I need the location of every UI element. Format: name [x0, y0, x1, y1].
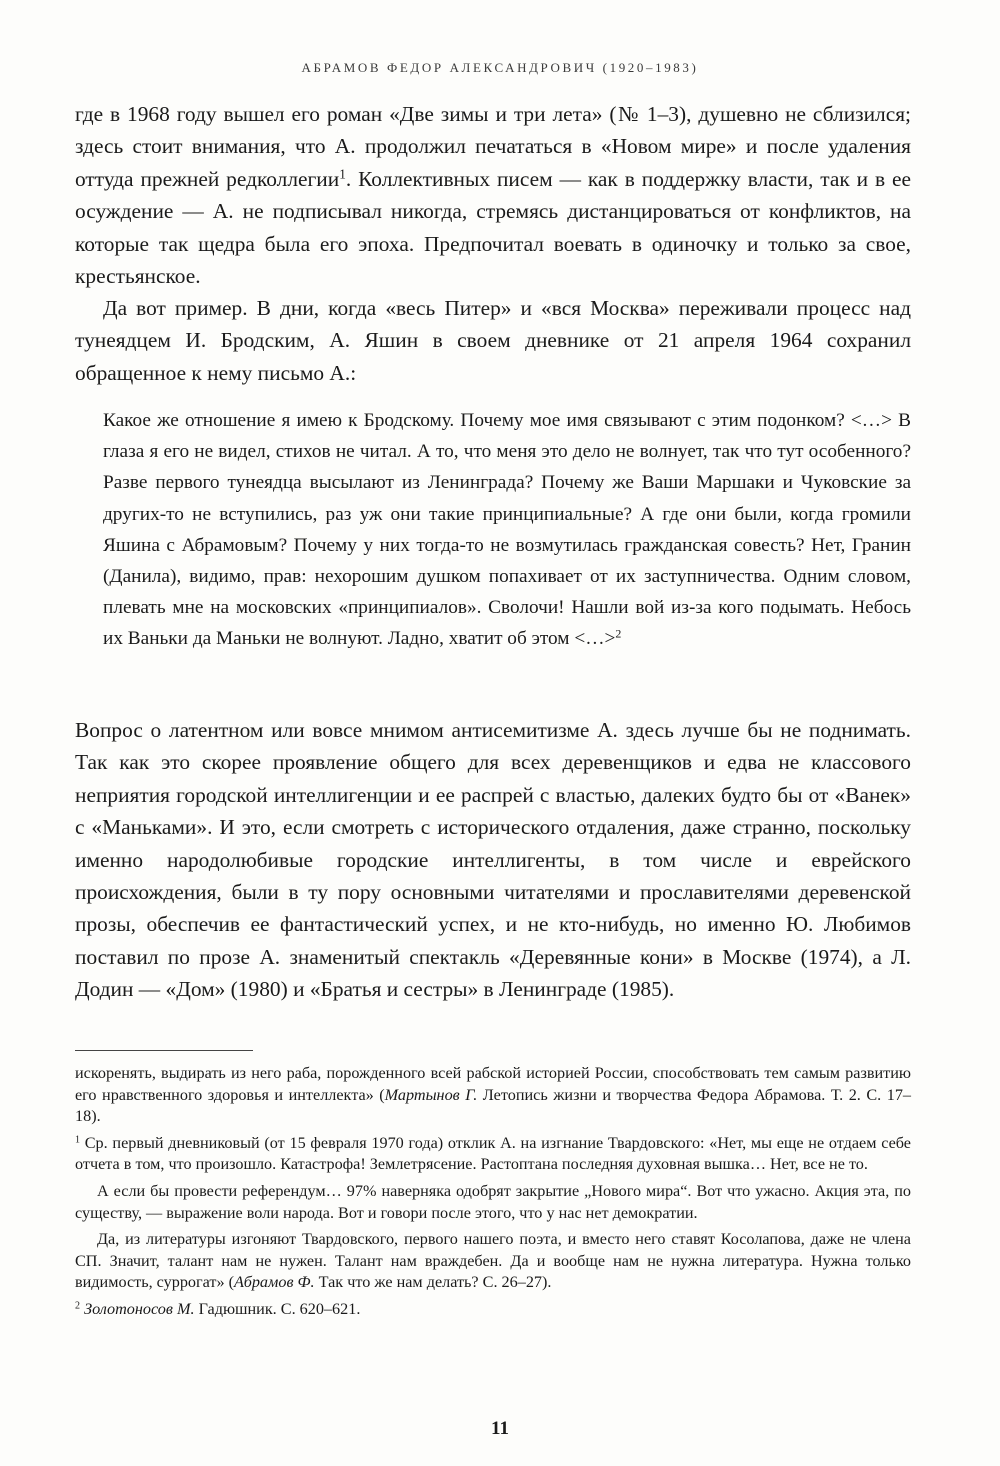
footnote-1 [75, 1133, 911, 1176]
block-quote-text: Какое же отношение я имею к Бродскому. Почему мое имя связывают с этим подонком? <…> В глаза я его не видел, стихов не читал. А то, что меня это дело не волнует, так что тут особенного? Разве первого тунеядца высылают из Ленинграда? Почему же Ваши Маршаки и Чуковские за других-то не вступились, раз уж они такие принципиальные? А где они были, когда громили Яшина с Абрамовым? Почему у них тогда-то не возмутилась гражданская совесть? Нет, Гранин (Данила), видимо, прав: нехорошим душком попахивает от их заступничества. Одним словом, плевать мне на московских «принципиалов». Сволочи! Нашли вой из-за кого подымать. Небось их Ваньки да Маньки не волнуют. Ладно, хватит об этом <…> [103, 410, 911, 650]
paragraph-3: Вопрос о латентном или вовсе мнимом антисемитизме А. здесь лучше бы не поднимать. Так как это скорее проявление общего для всех деревенщиков и едва не классового неприятия городской интеллигенции и ее распрей с властью, далеких будто бы от «Ванек» с «Маньками». И это, если смотреть с исторического отдаления, даже странно, поскольку именно народолюбивые городские интеллигенты, в том числе и еврейского происхождения, были в ту пору основными читателями и прославителями деревенской прозы, обеспечив ее фантастический успех, и не кто-нибудь, но именно Ю. Любимов поставил по прозе А. знаменитый спектакль «Деревянные кони» в Москве (1974), а Л. Додин — «Дом» (1980) и «Братья и сестры» в Ленинграде (1985). [75, 718, 911, 1002]
paragraph-1-text-a: где в 1968 году вышел его роман «Две зимы и три лета» (№ 1–3), душевно не сблизился; здесь стоит внимания, что А. продолжил печататься в «Новом мире» и после удаления оттуда прежней редколлегии [75, 102, 911, 191]
paragraph-2: Да вот пример. В дни, когда «весь Питер» и «вся Москва» переживали процесс над тунеядцем И. Бродским, А. Яшин в своем дневнике от 21 апреля 1964 сохранил обращенное к нему письмо А.: [75, 296, 911, 385]
footnote-continuation [75, 1063, 911, 1128]
footnote-2-mark: 2 [75, 1300, 81, 1312]
footnote-continuation-text: искоренять, выдирать из него раба, порожденного всей рабской историей России, способствовать тем самым развитию его нравственного здоровья и интеллекта» ( [75, 1064, 911, 1104]
footnote-ref-2: 2 [615, 626, 622, 641]
footnote-separator [75, 1050, 253, 1051]
paragraph-1-text-b: . Коллективных писем — как в поддержку власти, так и в ее осуждение — А. не подписывал никогда, стремясь дистанцироваться от конфликтов, на которые так щедра была его эпоха. Предпочитал воевать в одиночку и только за свое, крестьянское. [75, 166, 911, 289]
footnote-continuation-source: Летопись жизни и творчества Федора Абрамова. Т. 2. С. 17–18). [75, 1085, 912, 1126]
footnote-1-para-3 [75, 1229, 911, 1294]
footnote-1-text: Ср. первый дневниковый (от 15 февраля 1970 года) отклик А. на изгнание Твардовского: «Нет, мы еще не отдаем себе отчета в том, что произошло. Катастрофа! Землетрясение. Растоптана последняя духовная вышка… Нет, все не то. [75, 1133, 911, 1174]
footnote-ref-1: 1 [339, 166, 346, 182]
footnotes [75, 1063, 911, 1326]
footnote-continuation-author: Мартынов Г. [384, 1085, 478, 1104]
footnote-1-para-2: А если бы провести референдум… 97% наверняка одобрят закрытие „Нового мира“. Вот что ужасно. Акция эта, по существу, — выражение воли народа. Вот и говори после этого, что у нас нет демократии. [75, 1181, 911, 1222]
footnote-2-source: Гадюшник. С. 620–621. [194, 1299, 361, 1318]
block-quote [103, 405, 911, 655]
footnote-1-para-3-text: Да, из литературы изгоняют Твардовского, первого нашего поэта, и вместо него ставят Косолапова, даже не члена СП. Значит, талант нам не нужен. Талант нам враждебен. Да и вообще нам не нужна литература. Нужна только видимость, суррогат» ( [75, 1230, 911, 1292]
footnote-2 [75, 1299, 911, 1321]
paragraph-1 [75, 98, 911, 292]
footnote-1-mark: 1 [75, 1134, 81, 1146]
footnote-1-author: Абрамов Ф. [234, 1273, 315, 1292]
page-number: 11 [491, 1418, 509, 1439]
footnote-2-author: Золотоносов М. [84, 1299, 195, 1318]
running-head: АБРАМОВ ФЕДОР АЛЕКСАНДРОВИЧ (1920–1983) [301, 60, 699, 75]
footnote-1-source: Так что же нам делать? С. 26–27). [314, 1273, 552, 1292]
